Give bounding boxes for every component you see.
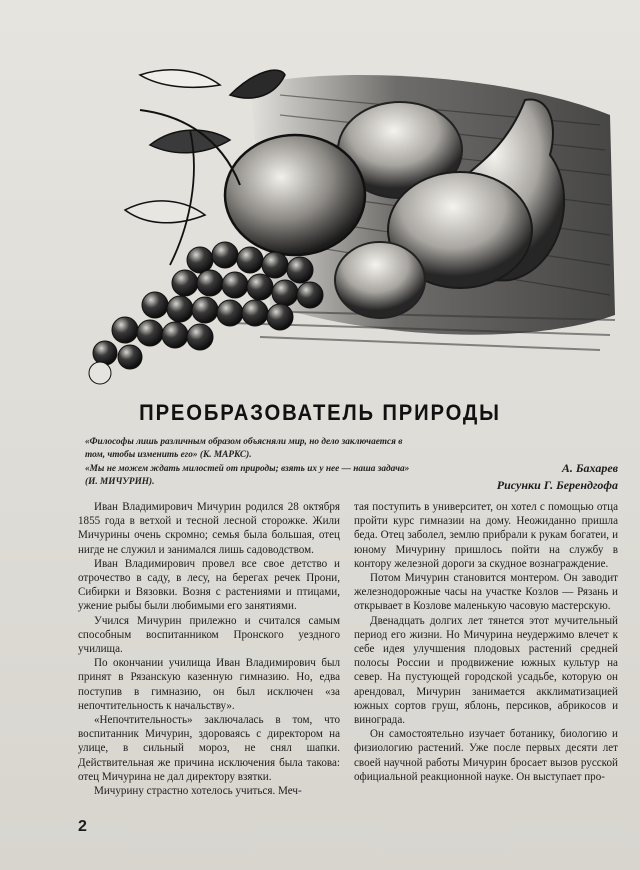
text-column-left: [78, 500, 340, 798]
credits-block: [368, 460, 618, 494]
paragraph: Потом Мичурин становится монтером. Он заводит железнодорожные часы на участке Козлов — Рязань и открывает в Козлове маленькую часовую мастерскую.: [354, 572, 618, 613]
paragraph: Иван Владимирович Мичурин родился 28 октября 1855 года в ветхой и тесной лесной сторожке. Жили Мичурины очень скромно; семья была большая, отец нигде не служил и занимался лишь садоводством.: [78, 501, 340, 556]
article-title: ПРЕОБРАЗОВАТЕЛЬ ПРИРОДЫ: [139, 400, 501, 425]
author-name: А. Бахарев: [561, 461, 618, 475]
illustrator-credit: Рисунки Г. Берендгофа: [496, 478, 618, 492]
page-number: 2: [78, 818, 87, 835]
paragraph: Он самостоятельно изучает ботанику, биологию и физиологию растений. Уже после первых десяти лет своей научной работы Мичурин бросает вызов русской официальной реакционной науке. Он выступает про-: [354, 728, 618, 783]
text-column-right: [354, 500, 618, 784]
paragraph: Мичурину страстно хотелось учиться. Меч-: [94, 785, 302, 798]
epigraph-marx: «Философы лишь различным образом объясняли мир, но дело заключается в том, чтобы изменить его» (К. МАРКС).: [85, 437, 403, 460]
epigraph-block: [85, 436, 415, 490]
paragraph: По окончании училища Иван Владимирович был принят в Рязанскую казенную гимназию. Но, едва поступив в гимназию, он был исключен «за непочтительность к начальству».: [78, 657, 340, 712]
epigraph-michurin: «Мы не можем ждать милостей от природы; взять их у нее — наша задача» (И. МИЧУРИН).: [85, 464, 410, 487]
fruit-still-life-illustration: [80, 55, 620, 390]
paragraph: «Непочтительность» заключалась в том, что воспитанник Мичурин, здороваясь с директором на улице, в сильный мороз, не снял шапки. Действительная же причина исключения была такова: отец Мичурина не дал директору взятки.: [78, 714, 340, 783]
paragraph: тая поступить в университет, он хотел с помощью отца пройти курс гимназии на дому. Неожиданно пришла беда. Отец заболел, землю прибрали к рукам богатеи, и юному Мичурину пришлось пойти на службу в контору железной дороги за скудное вознаграждение.: [354, 501, 618, 570]
paragraph: Двенадцать долгих лет тянется этот мучительный период его жизни. Но Мичурина неудержимо влечет к себе идея улучшения плодовых растений средней полосы России и продвижение южных культур на север. На пустующей городской усадьбе, которую он арендовал, Мичурин занимается акклиматизацией южных сортов груш, яблонь, персиков, абрикосов и винограда.: [354, 614, 618, 727]
paragraph: Иван Владимирович провел все свое детство и отрочество в саду, в лесу, на берегах речек Прони, Сибирки и Вязовки. Возня с растениями и птицами, ужение рыбы были любимыми его занятиями.: [78, 557, 340, 613]
fruit-drawing: [80, 55, 620, 390]
paragraph: Учился Мичурин прилежно и считался самым способным воспитанником Пронского уездного училища.: [78, 614, 340, 656]
